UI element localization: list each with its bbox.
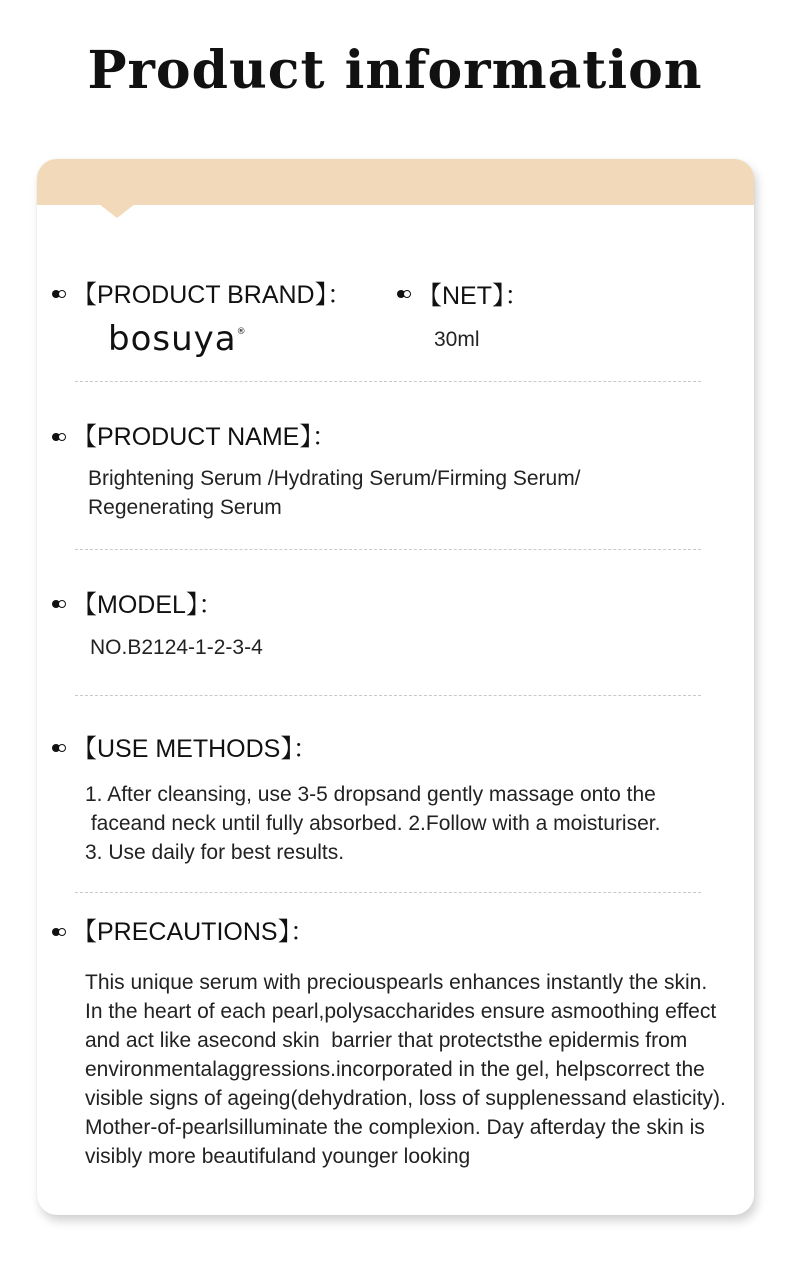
precautions-line: Mother-of-pearlsilluminate the complexion. Day afterday the skin is bbox=[85, 1116, 705, 1139]
bullet-icon bbox=[52, 432, 70, 442]
product-name-line: Brightening Serum /Hydrating Serum/Firming Serum/ bbox=[88, 467, 581, 490]
card-header-band bbox=[37, 159, 754, 205]
net-value: 30ml bbox=[434, 328, 480, 351]
precautions-heading: 【PRECAUTIONS】： bbox=[72, 918, 316, 946]
precautions-line: and act like asecond skin barrier that protectsthe epidermis from bbox=[85, 1029, 688, 1052]
section-divider bbox=[75, 549, 701, 550]
use-methods-heading: 【USE METHODS】： bbox=[72, 735, 318, 763]
section-divider bbox=[75, 695, 701, 696]
net-heading: 【NET】： bbox=[417, 282, 530, 310]
use-methods-line: 3. Use daily for best results. bbox=[85, 841, 345, 864]
bullet-icon bbox=[52, 289, 70, 299]
precautions-line: visibly more beautifuland younger looking bbox=[85, 1145, 471, 1168]
bullet-icon bbox=[52, 599, 70, 609]
product-name-line: Regenerating Serum bbox=[88, 496, 282, 519]
precautions-line: visible signs of ageing(dehydration, loss of supplenessand elasticity). bbox=[85, 1087, 726, 1110]
bullet-icon bbox=[397, 289, 415, 299]
precautions-line: environmentalaggressions.incorporated in the gel, helpscorrect the bbox=[85, 1058, 705, 1081]
card-header-notch bbox=[99, 204, 135, 218]
use-methods-line: 1. After cleansing, use 3-5 dropsand gently massage onto the bbox=[85, 783, 656, 806]
model-heading: 【MODEL】： bbox=[72, 591, 224, 619]
brand-logo bbox=[108, 319, 247, 359]
model-value: NO.B2124-1-2-3-4 bbox=[90, 636, 263, 659]
registered-mark: ® bbox=[236, 327, 247, 337]
product-name-heading: 【PRODUCT NAME】： bbox=[72, 423, 337, 451]
bullet-icon bbox=[52, 743, 70, 753]
section-divider bbox=[75, 381, 701, 382]
brand-heading: 【PRODUCT BRAND】： bbox=[72, 281, 353, 309]
section-divider bbox=[75, 892, 701, 893]
precautions-line: This unique serum with preciouspearls enhances instantly the skin. bbox=[85, 971, 708, 994]
bullet-icon bbox=[52, 927, 70, 937]
precautions-line: In the heart of each pearl,polysaccharides ensure asmoothing effect bbox=[85, 1000, 717, 1023]
brand-logo-text: bosuya bbox=[108, 319, 237, 359]
use-methods-line: faceand neck until fully absorbed. 2.Follow with a moisturiser. bbox=[85, 812, 661, 835]
page-title: Product information bbox=[87, 40, 703, 101]
